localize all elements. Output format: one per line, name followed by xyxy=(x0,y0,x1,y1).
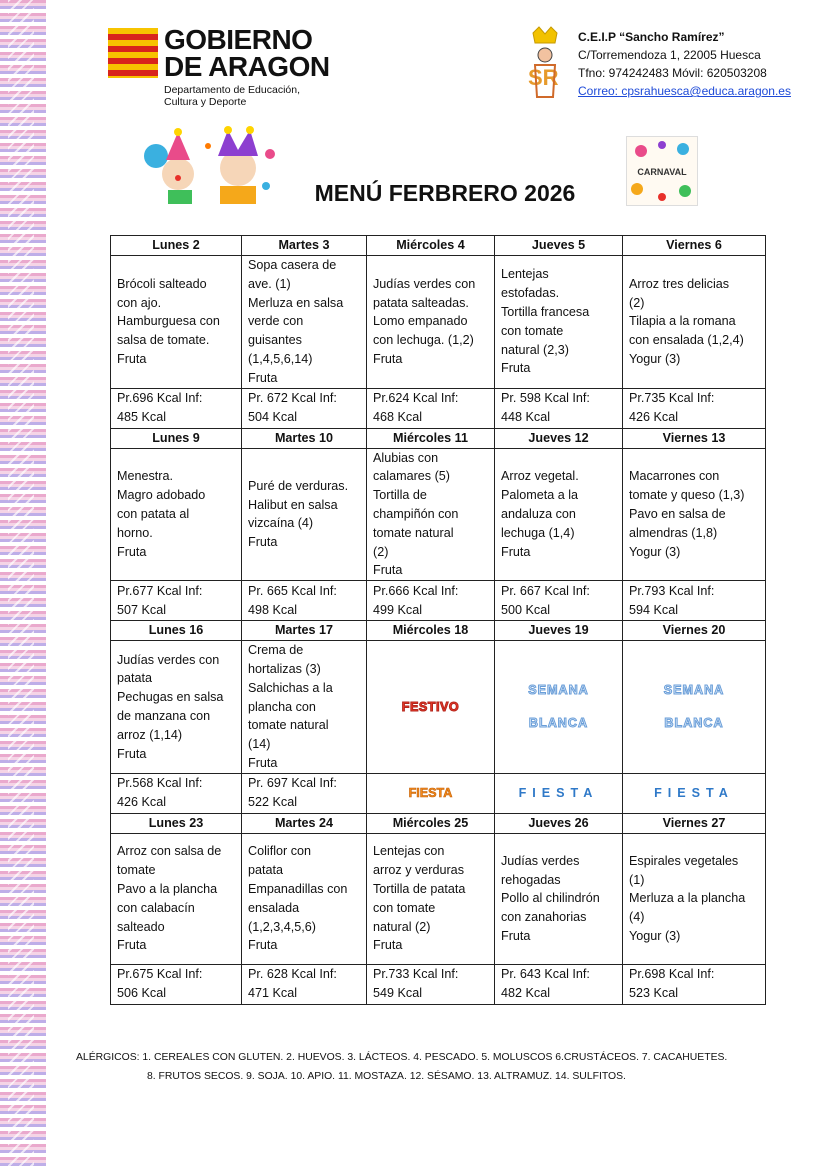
day-header-row xyxy=(111,621,766,641)
kcal-cell: Pr.733 Kcal Inf: 549 Kcal xyxy=(367,964,495,1004)
semana-blanca-label: SEMANA BLANCA xyxy=(495,641,623,774)
kcal-cell: Pr. 665 Kcal Inf: 498 Kcal xyxy=(242,581,367,621)
day-header: Lunes 23 xyxy=(111,813,242,833)
allergens-line-2: 8. FRUTOS SECOS. 9. SOJA. 10. APIO. 11. MOSTAZA. 12. SÉSAMO. 13. ALTRAMUZ. 14. SULFITOS. xyxy=(147,1071,626,1082)
kcal-row xyxy=(111,388,766,428)
gobierno-aragon-logo xyxy=(108,24,348,108)
menu-cell: Crema de hortalizas (3) Salchichas a la plancha con tomate natural (14) Fruta xyxy=(242,641,367,774)
school-email-link[interactable]: Correo: cpsrahuesca@educa.aragon.es xyxy=(578,84,791,98)
kcal-cell: Pr. 598 Kcal Inf: 448 Kcal xyxy=(495,388,623,428)
menu-row xyxy=(111,448,766,581)
menu-row xyxy=(111,256,766,389)
kcal-cell: Pr. 667 Kcal Inf: 500 Kcal xyxy=(495,581,623,621)
kcal-row xyxy=(111,964,766,1004)
day-header: Miércoles 25 xyxy=(367,813,495,833)
fiesta-label: FIESTA xyxy=(367,773,495,813)
menu-row xyxy=(111,641,766,774)
menu-cell: Arroz tres delicias (2) Tilapia a la romana con ensalada (1,2,4) Yogur (3) xyxy=(623,256,766,389)
day-header: Miércoles 18 xyxy=(367,621,495,641)
kcal-cell: Pr.696 Kcal Inf: 485 Kcal xyxy=(111,388,242,428)
day-header: Lunes 16 xyxy=(111,621,242,641)
day-header: Martes 24 xyxy=(242,813,367,833)
menu-cell: Judías verdes rehogadas Pollo al chilindrón con zanahorias Fruta xyxy=(495,833,623,964)
menu-table xyxy=(110,235,766,1005)
school-phone: Tfno: 974242483 Móvil: 620503208 xyxy=(578,66,767,80)
day-header: Jueves 12 xyxy=(495,428,623,448)
menu-cell: Lentejas con arroz y verduras Tortilla de patata con tomate natural (2) Fruta xyxy=(367,833,495,964)
fiesta-label: FIESTA xyxy=(623,773,766,813)
allergens-line-1: ALÉRGICOS: 1. CEREALES CON GLUTEN. 2. HUEVOS. 3. LÁCTEOS. 4. PESCADO. 5. MOLUSCOS 6.CRUSTÁCEOS. 7. CACAHUETES. xyxy=(76,1052,728,1063)
school-info xyxy=(578,28,791,100)
day-header: Viernes 27 xyxy=(623,813,766,833)
day-header: Martes 17 xyxy=(242,621,367,641)
gov-department: Departamento de Educación, Cultura y Deporte xyxy=(164,84,301,108)
kcal-cell: Pr.793 Kcal Inf: 594 Kcal xyxy=(623,581,766,621)
kcal-row xyxy=(111,773,766,813)
day-header: Miércoles 4 xyxy=(367,236,495,256)
day-header: Miércoles 11 xyxy=(367,428,495,448)
page-title: MENÚ FERBRERO 2026 xyxy=(314,180,576,206)
kcal-cell: Pr.677 Kcal Inf: 507 Kcal xyxy=(111,581,242,621)
menu-cell: Lentejas estofadas. Tortilla francesa con tomate natural (2,3) Fruta xyxy=(495,256,623,389)
fiesta-label: FIESTA xyxy=(495,773,623,813)
school-address: C/Torremendoza 1, 22005 Huesca xyxy=(578,48,761,62)
menu-cell: Puré de verduras. Halibut en salsa vizcaína (4) Fruta xyxy=(242,448,367,581)
school-name: C.E.I.P “Sancho Ramírez” xyxy=(578,30,725,44)
carnival-clowns-illustration xyxy=(138,126,280,204)
aragon-flag-icon xyxy=(108,28,158,78)
kcal-cell: Pr.568 Kcal Inf: 426 Kcal xyxy=(111,773,242,813)
day-header-row xyxy=(111,813,766,833)
kcal-cell: Pr.624 Kcal Inf: 468 Kcal xyxy=(367,388,495,428)
kcal-cell: Pr.698 Kcal Inf: 523 Kcal xyxy=(623,964,766,1004)
day-header: Viernes 6 xyxy=(623,236,766,256)
menu-cell: Menestra. Magro adobado con patata al horno. Fruta xyxy=(111,448,242,581)
day-header-row xyxy=(111,428,766,448)
allergens-legend xyxy=(76,1048,727,1086)
festivo-label: FESTIVO xyxy=(367,641,495,774)
menu-cell: Arroz con salsa de tomate Pavo a la plancha con calabacín salteado Fruta xyxy=(111,833,242,964)
menu-cell: Alubias con calamares (5) Tortilla de champiñón con tomate natural (2) Fruta xyxy=(367,448,495,581)
kcal-cell: Pr.675 Kcal Inf: 506 Kcal xyxy=(111,964,242,1004)
gov-title: GOBIERNO DE ARAGON xyxy=(164,24,330,82)
school-crown-logo-icon xyxy=(515,25,575,105)
day-header: Martes 10 xyxy=(242,428,367,448)
kcal-cell: Pr.666 Kcal Inf: 499 Kcal xyxy=(367,581,495,621)
day-header: Jueves 19 xyxy=(495,621,623,641)
carnaval-mask-icon xyxy=(627,137,697,205)
menu-cell: Brócoli salteado con ajo. Hamburguesa con salsa de tomate. Fruta xyxy=(111,256,242,389)
day-header: Martes 3 xyxy=(242,236,367,256)
day-header: Lunes 9 xyxy=(111,428,242,448)
day-header: Viernes 13 xyxy=(623,428,766,448)
kcal-cell: Pr. 628 Kcal Inf: 471 Kcal xyxy=(242,964,367,1004)
menu-cell: Coliflor con patata Empanadillas con ensalada (1,2,3,4,5,6) Fruta xyxy=(242,833,367,964)
day-header: Jueves 5 xyxy=(495,236,623,256)
kcal-cell: Pr. 643 Kcal Inf: 482 Kcal xyxy=(495,964,623,1004)
semana-blanca-label: SEMANA BLANCA xyxy=(623,641,766,774)
kcal-cell: Pr. 672 Kcal Inf: 504 Kcal xyxy=(242,388,367,428)
day-header: Jueves 26 xyxy=(495,813,623,833)
carnaval-sign-text: CARNAVAL xyxy=(637,167,687,177)
kcal-row xyxy=(111,581,766,621)
menu-cell: Arroz vegetal. Palometa a la andaluza con lechuga (1,4) Fruta xyxy=(495,448,623,581)
day-header: Viernes 20 xyxy=(623,621,766,641)
kcal-cell: Pr. 697 Kcal Inf: 522 Kcal xyxy=(242,773,367,813)
menu-cell: Judías verdes con patata salteadas. Lomo empanado con lechuga. (1,2) Fruta xyxy=(367,256,495,389)
menu-row xyxy=(111,833,766,964)
menu-cell: Macarrones con tomate y queso (1,3) Pavo en salsa de almendras (1,8) Yogur (3) xyxy=(623,448,766,581)
menu-cell: Espirales vegetales (1) Merluza a la plancha (4) Yogur (3) xyxy=(623,833,766,964)
menu-cell: Sopa casera de ave. (1) Merluza en salsa verde con guisantes (1,4,5,6,14) Fruta xyxy=(242,256,367,389)
day-header: Lunes 2 xyxy=(111,236,242,256)
day-header-row xyxy=(111,236,766,256)
kcal-cell: Pr.735 Kcal Inf: 426 Kcal xyxy=(623,388,766,428)
carnaval-sign-illustration xyxy=(626,136,698,206)
school-logo-letters: SR xyxy=(528,65,559,90)
menu-cell: Judías verdes con patata Pechugas en salsa de manzana con arroz (1,14) Fruta xyxy=(111,641,242,774)
decorative-border xyxy=(0,0,46,1170)
